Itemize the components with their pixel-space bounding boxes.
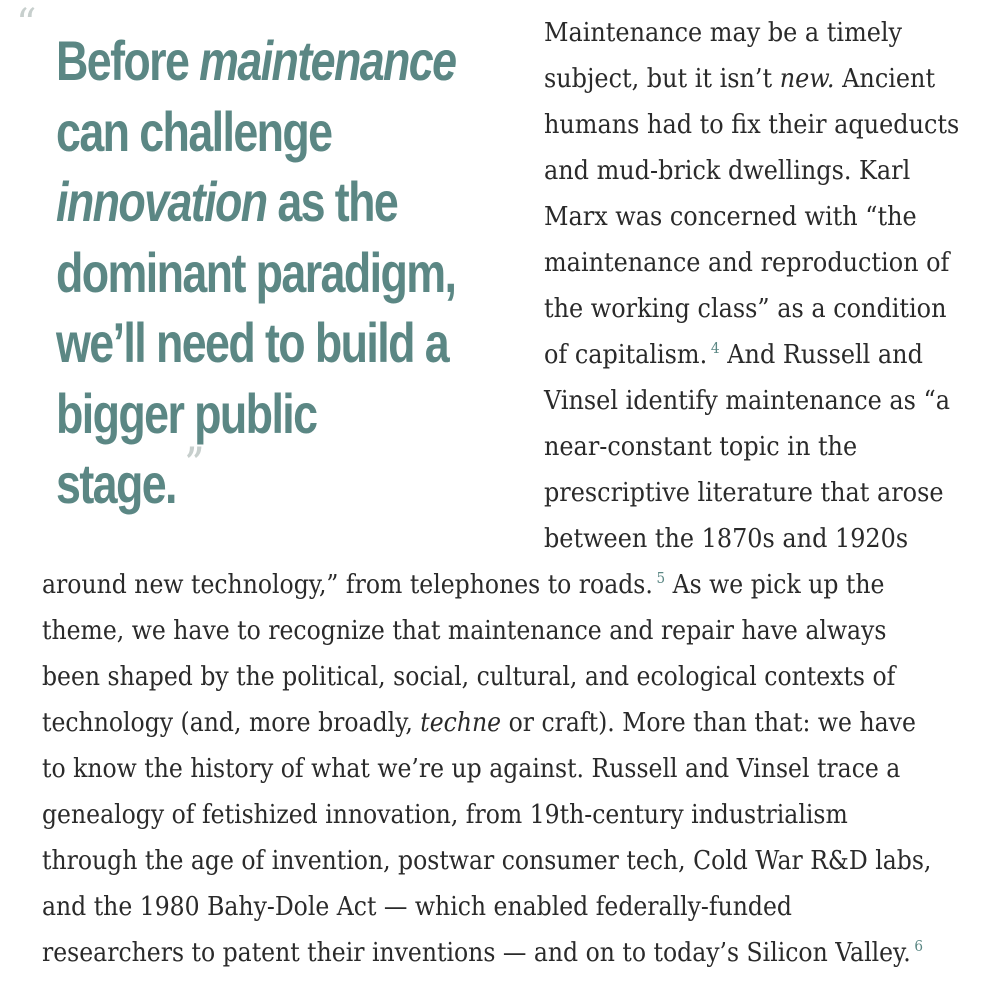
body-line: near-constant topic in the — [544, 432, 858, 462]
body-line: through the age of invention, postwar consumer tech, Cold War R&D labs, — [42, 846, 932, 876]
open-quote-mark: “ — [16, 1, 37, 47]
body-line: genealogy of fetishized innovation, from 19th-century industrialism — [42, 800, 848, 830]
pull-quote-line: dominant paradigm, — [56, 240, 456, 304]
body-line: researchers to patent their inventions — and on to today’s Silicon Valley. $^6$ — [42, 937, 923, 968]
body-text-column — [544, 10, 994, 562]
pull-quote-line: Before maintenance — [56, 29, 456, 92]
body-line: Maintenance may be a timely — [544, 18, 903, 48]
pull-quote-line: innovation as the — [56, 170, 398, 233]
body-text-full-width — [42, 562, 992, 976]
body-line: Marx was concerned with “the — [544, 202, 917, 232]
body-line: and mud-brick dwellings. Karl — [544, 156, 911, 186]
body-line: the working class” as a condition — [544, 294, 947, 324]
footnote-ref-5[interactable]: 5 — [656, 569, 666, 588]
body-line: and the 1980 Bahy-Dole Act — which enabled federally-funded — [42, 892, 792, 922]
pull-quote-line: bigger public — [56, 381, 317, 445]
pull-quote-line: can challenge — [56, 99, 332, 163]
body-line: theme, we have to recognize that maintenance and repair have always — [42, 616, 887, 646]
footnote-ref-6[interactable]: 6 — [914, 937, 923, 956]
body-line: between the 1870s and 1920s — [544, 524, 909, 554]
pull-quote — [0, 0, 520, 560]
body-line: Vinsel identify maintenance as “a — [544, 386, 950, 416]
body-line: humans had to fix their aqueducts — [544, 110, 960, 140]
pull-quote-line: we’ll need to build a — [56, 311, 449, 374]
close-quote-mark: ” — [185, 439, 203, 486]
body-line: around new technology,” from telephones to roads. $^5$ As we pick up the — [42, 569, 885, 600]
body-line: maintenance and reproduction of — [544, 248, 950, 278]
body-line: subject, but it isn’t new. Ancient — [544, 64, 936, 94]
body-line: been shaped by the political, social, cultural, and ecological contexts of — [42, 662, 896, 692]
body-line: to know the history of what we’re up against. Russell and Vinsel trace a — [42, 754, 901, 784]
footnote-ref-4[interactable]: 4 — [710, 339, 720, 358]
pull-quote-line: stage. ” — [56, 439, 203, 515]
body-line: technology (and, more broadly, techne or craft). More than that: we have — [42, 708, 916, 738]
body-line: of capitalism. $^4$ And Russell and — [544, 339, 923, 370]
body-line: prescriptive literature that arose — [544, 478, 944, 508]
pull-quote-text — [56, 26, 516, 520]
